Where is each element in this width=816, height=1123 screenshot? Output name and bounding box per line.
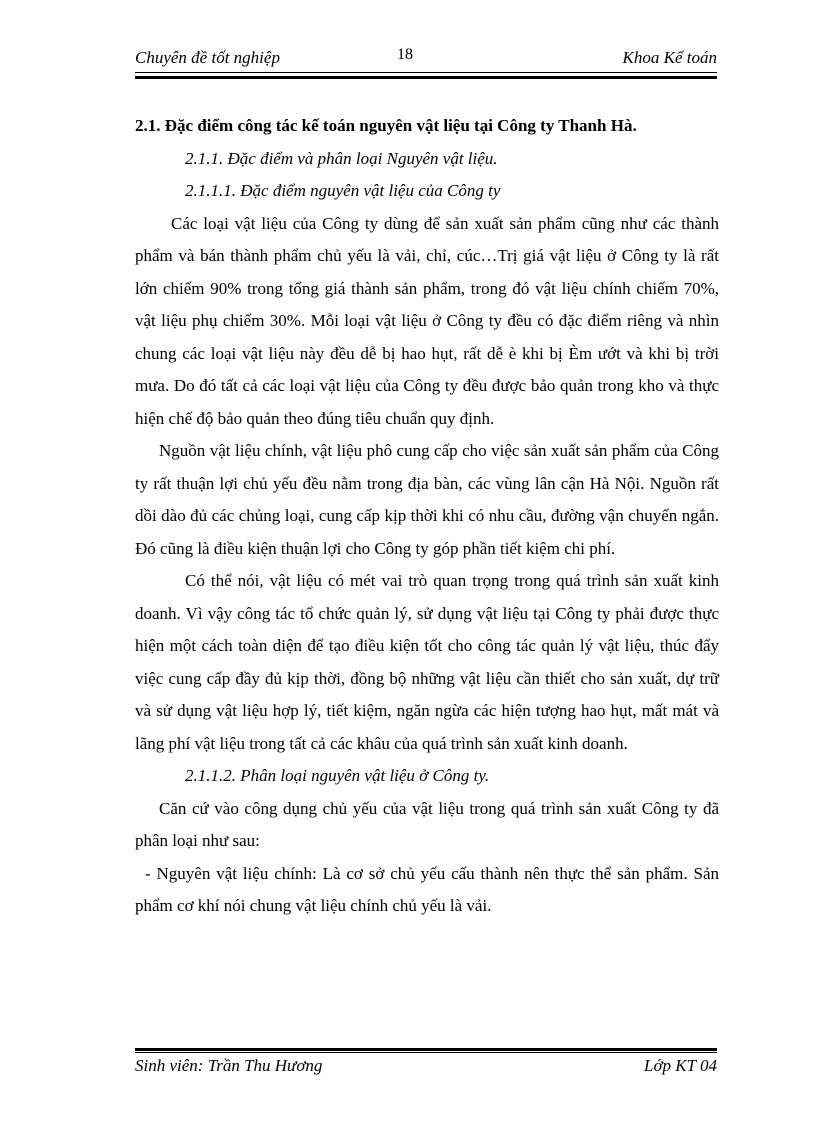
footer-rule-thin [135,1052,717,1053]
document-body [135,110,719,923]
header-department: Khoa Kế toán [622,48,717,67]
footer-class: Lớp KT 04 [643,1056,717,1075]
header-title: Chuyên đề tốt nghiệp [135,48,280,67]
page-header [135,48,717,72]
header-rule-thick [135,76,717,79]
subsection-heading-2: 2.1.1.1. Đặc điểm nguyên vật liệu của Công ty [185,181,501,200]
section-heading: 2.1. Đặc điểm công tác kế toán nguyên vật liệu tại Công ty Thanh Hà. [135,116,637,135]
paragraph-3: Có thể nói, vật liệu có mét vai trò quan trọng trong quá trình sản xuất kinh doanh. Vì vậy công tác tổ chức quản lý, sử dụng vật liệu tại Công ty phải được thực hiện một cách toàn diện để tạo điều kiện tốt cho công tác quản lý vật liệu, thúc đẩy việc cung cấp đầy đủ kịp thời, đồng bộ những vật liệu cần thiết cho sản xuất, dự trữ và sử dụng vật liệu hợp lý, tiết kiệm, ngăn ngừa các hiện tượng hao hụt, mất mát và lãng phí vật liệu trong tất cả các khâu của quá trình sản xuất kinh doanh. [135,571,719,753]
paragraph-2: Nguồn vật liệu chính, vật liệu phô cung cấp cho việc sản xuất sản phẩm của Công ty rất thuận lợi chủ yếu đều nằm trong địa bàn, các vùng lân cận Hà Nội. Nguồn rất dồi dào đủ các chủng loại, cung cấp kịp thời khi có nhu cầu, đường vận chuyển ngắn. Đó cũng là điều kiện thuận lợi cho Công ty góp phần tiết kiệm chi phí. [135,441,719,558]
header-rule-thin [135,72,717,73]
footer-rule-thick [135,1048,717,1051]
paragraph-1: Các loại vật liệu của Công ty dùng để sản xuất sản phẩm cũng như các thành phẩm và bán thành phẩm chủ yếu là vải, chỉ, cúc…Trị giá vật liệu ở Công ty là rất lớn chiếm 90% trong tổng giá thành sản phẩm, trong đó vật liệu chính chiếm 70%, vật liệu phụ chiếm 30%. Mỗi loại vật liệu ở Công ty đều có đặc điểm riêng và nhìn chung các loại vật liệu này đều dễ bị hao hụt, rất dễ è khi bị Èm ướt và khi bị trời mưa. Do đó tất cả các loại vật liệu của Công ty đều được bảo quản trong kho và thực hiện chế độ bảo quản theo đúng tiêu chuẩn quy định. [135,213,719,428]
subsection-heading-1: 2.1.1. Đặc điểm và phân loại Nguyên vật liệu. [185,148,498,168]
page-number: 18 [397,46,413,63]
footer-student: Sinh viên: Trần Thu Hương [135,1056,323,1075]
subsection-heading-3: 2.1.1.2. Phân loại nguyên vật liệu ở Công ty. [185,766,490,785]
paragraph-5: - Nguyên vật liệu chính: Là cơ sở chủ yếu cấu thành nên thực thể sản phẩm. Sản phẩm cơ khí nói chung vật liệu chính chủ yếu là vải. [135,863,719,915]
paragraph-4: Căn cứ vào công dụng chủ yếu của vật liệu trong quá trình sản xuất Công ty đã phân loại như sau: [135,798,719,850]
